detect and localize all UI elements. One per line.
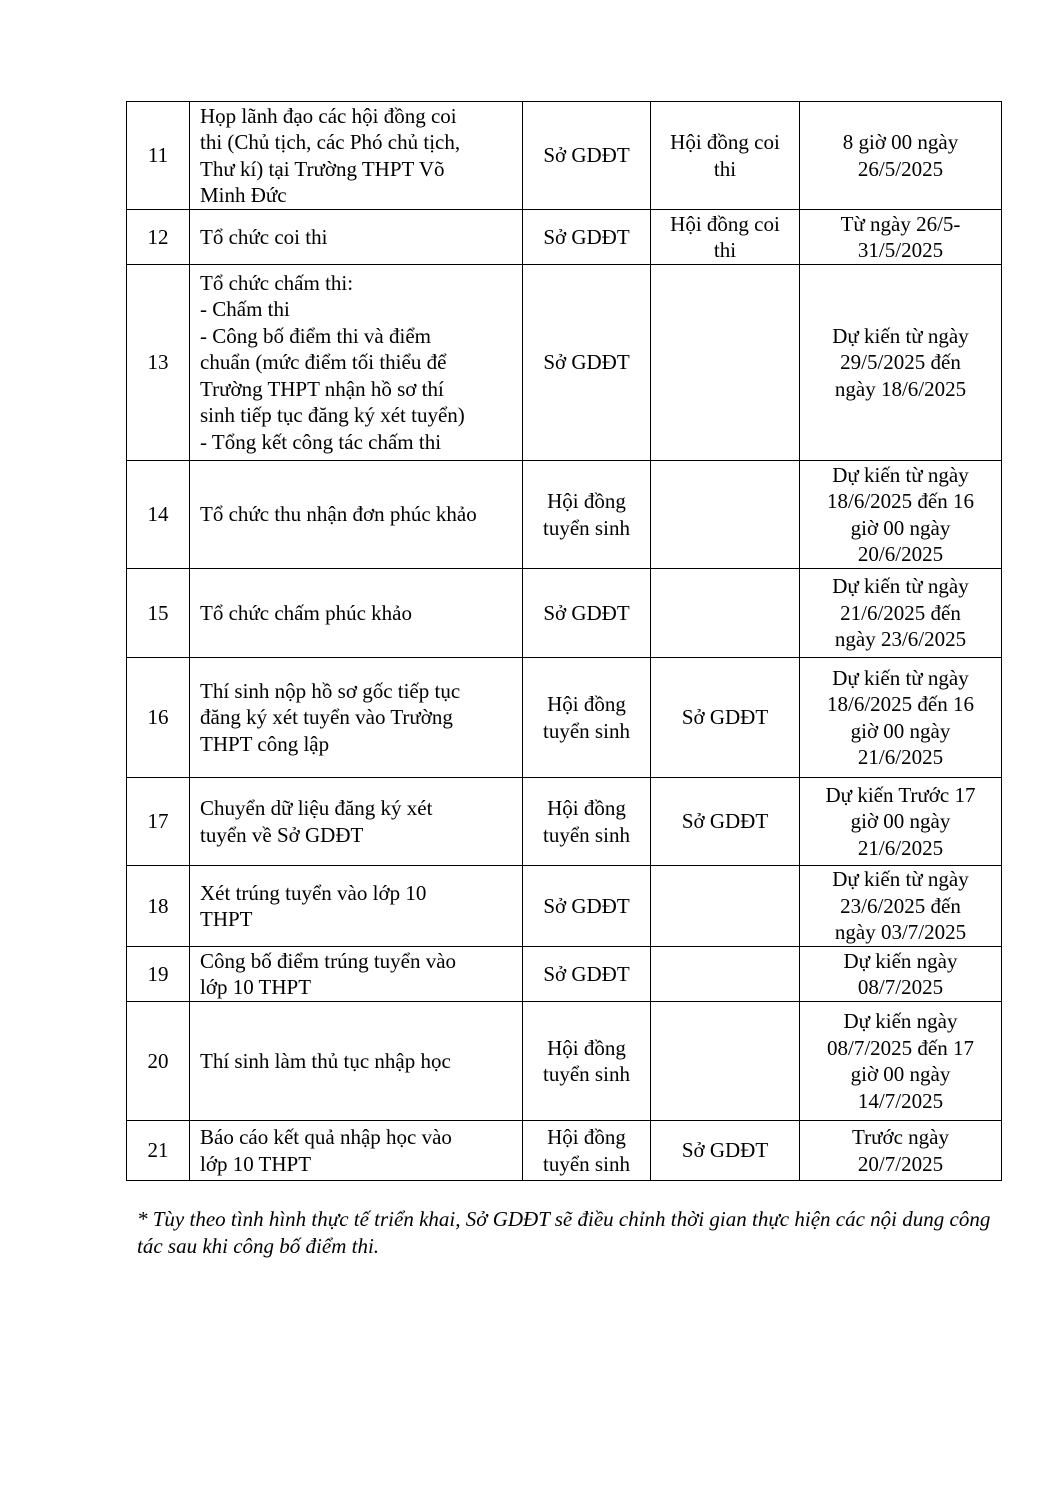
row-number: 15 — [127, 569, 190, 658]
time-cell: 8 giờ 00 ngày 26/5/2025 — [800, 102, 1002, 210]
coordinating-unit-cell: Sở GDĐT — [651, 658, 800, 778]
time-cell: Dự kiến từ ngày 21/6/2025 đến ngày 23/6/2025 — [800, 569, 1002, 658]
coordinating-unit-cell: Hội đồng coi thi — [651, 210, 800, 265]
row-number: 17 — [127, 778, 190, 866]
task-cell: Họp lãnh đạo các hội đồng coi thi (Chủ tịch, các Phó chủ tịch, Thư kí) tại Trường THPT Võ Minh Đức — [190, 102, 523, 210]
row-number: 12 — [127, 210, 190, 265]
task-cell: Chuyển dữ liệu đăng ký xét tuyển về Sở GDĐT — [190, 778, 523, 866]
table-row — [127, 866, 1002, 947]
table-row — [127, 102, 1002, 210]
table-row — [127, 461, 1002, 569]
table-row — [127, 1002, 1002, 1121]
row-number: 16 — [127, 658, 190, 778]
coordinating-unit-cell: Sở GDĐT — [651, 778, 800, 866]
table-row — [127, 658, 1002, 778]
table-row — [127, 569, 1002, 658]
coordinating-unit-cell — [651, 947, 800, 1002]
row-number: 18 — [127, 866, 190, 947]
lead-unit-cell: Sở GDĐT — [523, 947, 651, 1002]
table-row — [127, 1121, 1002, 1181]
lead-unit-cell: Sở GDĐT — [523, 265, 651, 461]
lead-unit-cell: Hội đồng tuyển sinh — [523, 1002, 651, 1121]
table-row — [127, 265, 1002, 461]
task-cell: Báo cáo kết quả nhập học vào lớp 10 THPT — [190, 1121, 523, 1181]
time-cell: Dự kiến từ ngày 18/6/2025 đến 16 giờ 00 ngày 20/6/2025 — [800, 461, 1002, 569]
task-cell: Tổ chức coi thi — [190, 210, 523, 265]
coordinating-unit-cell — [651, 569, 800, 658]
time-cell: Dự kiến từ ngày 29/5/2025 đến ngày 18/6/2025 — [800, 265, 1002, 461]
time-cell: Dự kiến ngày 08/7/2025 — [800, 947, 1002, 1002]
coordinating-unit-cell — [651, 461, 800, 569]
lead-unit-cell: Sở GDĐT — [523, 866, 651, 947]
time-cell: Dự kiến ngày 08/7/2025 đến 17 giờ 00 ngày 14/7/2025 — [800, 1002, 1002, 1121]
time-cell: Từ ngày 26/5- 31/5/2025 — [800, 210, 1002, 265]
row-number: 13 — [127, 265, 190, 461]
lead-unit-cell: Sở GDĐT — [523, 210, 651, 265]
row-number: 20 — [127, 1002, 190, 1121]
lead-unit-cell: Hội đồng tuyển sinh — [523, 461, 651, 569]
time-cell: Dự kiến Trước 17 giờ 00 ngày 21/6/2025 — [800, 778, 1002, 866]
task-cell: Công bố điểm trúng tuyển vào lớp 10 THPT — [190, 947, 523, 1002]
coordinating-unit-cell: Hội đồng coi thi — [651, 102, 800, 210]
coordinating-unit-cell: Sở GDĐT — [651, 1121, 800, 1181]
footnote: * Tùy theo tình hình thực tế triển khai, Sở GDĐT sẽ điều chỉnh thời gian thực hiện các nội dung công tác sau khi công bố điểm thi. — [137, 1207, 991, 1258]
lead-unit-cell: Sở GDĐT — [523, 569, 651, 658]
task-cell: Xét trúng tuyển vào lớp 10 THPT — [190, 866, 523, 947]
time-cell: Trước ngày 20/7/2025 — [800, 1121, 1002, 1181]
row-number: 14 — [127, 461, 190, 569]
row-number: 21 — [127, 1121, 190, 1181]
table-row — [127, 210, 1002, 265]
table-row — [127, 947, 1002, 1002]
row-number: 11 — [127, 102, 190, 210]
coordinating-unit-cell — [651, 1002, 800, 1121]
task-cell: Thí sinh làm thủ tục nhập học — [190, 1002, 523, 1121]
row-number: 19 — [127, 947, 190, 1002]
time-cell: Dự kiến từ ngày 18/6/2025 đến 16 giờ 00 ngày 21/6/2025 — [800, 658, 1002, 778]
task-cell: Thí sinh nộp hồ sơ gốc tiếp tục đăng ký xét tuyển vào Trường THPT công lập — [190, 658, 523, 778]
lead-unit-cell: Hội đồng tuyển sinh — [523, 658, 651, 778]
task-cell: Tổ chức chấm phúc khảo — [190, 569, 523, 658]
task-cell: Tổ chức chấm thi: - Chấm thi - Công bố điểm thi và điểm chuẩn (mức điểm tối thiểu để Trường THPT nhận hồ sơ thí sinh tiếp tục đăng ký xét tuyển) - Tổng kết công tác chấm thi — [190, 265, 523, 461]
lead-unit-cell: Sở GDĐT — [523, 102, 651, 210]
schedule-table — [126, 101, 1002, 1181]
lead-unit-cell: Hội đồng tuyển sinh — [523, 1121, 651, 1181]
coordinating-unit-cell — [651, 265, 800, 461]
coordinating-unit-cell — [651, 866, 800, 947]
time-cell: Dự kiến từ ngày 23/6/2025 đến ngày 03/7/2025 — [800, 866, 1002, 947]
table-row — [127, 778, 1002, 866]
lead-unit-cell: Hội đồng tuyển sinh — [523, 778, 651, 866]
task-cell: Tổ chức thu nhận đơn phúc khảo — [190, 461, 523, 569]
